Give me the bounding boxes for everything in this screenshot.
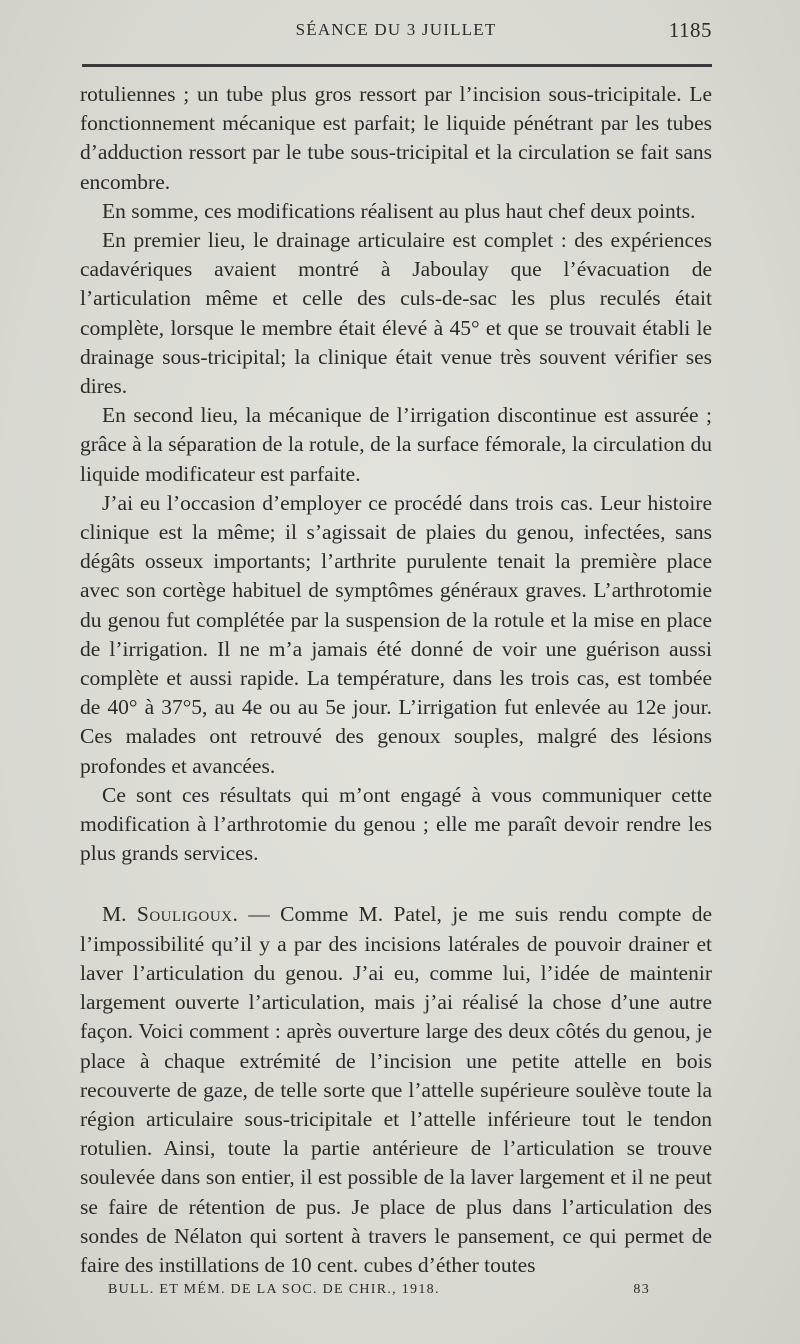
journal-citation: BULL. ET MÉM. DE LA SOC. DE CHIR., 1918. (108, 1282, 440, 1297)
paragraph: En premier lieu, le drainage articulaire est complet : des expériences cadavériques avaient montré à Jaboulay que l’évacuation de l’articulation même et celle des culs-de-sac les plus reculés était complète, lorsque le membre était élevé à 45° et que se trouvait établi le drainage sous-tricipital; la clinique était venue très souvent vérifier ses dires. (80, 228, 712, 399)
speaker-text: . — Comme M. Patel, je me suis rendu compte de l’impossibilité qu’il y a par des incisions latérales de pouvoir drainer et laver l’articulation du genou. J’ai eu, comme lui, l’idée de maintenir largement ouverte l’articulation, mais j’ai réalisé la chose d’une autre façon. Voici comment : après ouverture large des deux côtés du genou, je place à chaque extrémité de l’incision une petite attelle en bois recouverte de gaze, de telle sorte que l’attelle supérieure soulève toute la région articulaire sous-tricipitale et l’attelle inférieure tout le tendon rotulien. Ainsi, toute la partie antérieure de l’articulation se trouve soulevée dans son entier, il est possible de la laver largement et il ne peut se faire de rétention de pus. Je place de plus dans l’articulation des sondes de Nélaton qui sortent à travers le pansement, ce qui permet de faire des instillations de 10 cent. cubes d’éther toutes (80, 902, 712, 1277)
paragraph-continuation: rotuliennes ; un tube plus gros ressort par l’incision sous-tricipitale. Le fonctionnement mécanique est parfait; le liquide pénétrant par les tubes d’adduction ressort par le tube sous-tricipital et la circulation se fait sans encombre. (80, 82, 712, 194)
speaker-name: Souligoux (136, 902, 233, 927)
paragraph: Ce sont ces résultats qui m’ont engagé à vous communiquer cette modification à l’arthrotomie du genou ; elle me paraît devoir rendre les plus grands services. (80, 782, 712, 866)
body-text (80, 80, 712, 1280)
signature-mark: 83 (633, 1282, 650, 1297)
page-footer (108, 1282, 668, 1306)
running-head (80, 16, 712, 46)
paragraph: En somme, ces modifications réalisent au plus haut chef deux points. (102, 198, 696, 223)
running-title: SÉANCE DU 3 JUILLET (295, 20, 497, 39)
speaker-prefix: M. (102, 902, 127, 927)
paragraph: J’ai eu l’occasion d’employer ce procédé dans trois cas. Leur histoire clinique est la même; il s’agissait de plaies du genou, infectées, sans dégâts osseux importants; l’arthrite purulente tenait la première place avec son cortège habituel de symptômes généraux graves. L’arthrotomie du genou fut complétée par la suspension de la rotule et la mise en place de l’irrigation. Il ne m’a jamais été donné de voir une guérison aussi complète et aussi rapide. La température, dans les trois cas, est tombée de 40° à 37°5, au 4e ou au 5e jour. L’irrigation fut enlevée au 12e jour. Ces malades ont retrouvé des genoux souples, malgré des lésions profondes et avancées. (80, 490, 712, 778)
header-rule (82, 64, 712, 67)
page-number: 1185 (668, 18, 712, 42)
speaker-paragraph (80, 900, 712, 1280)
paragraph: En second lieu, la mécanique de l’irrigation discontinue est assurée ; grâce à la séparation de la rotule, de la surface fémorale, la circulation du liquide modificateur est parfaite. (80, 403, 712, 486)
